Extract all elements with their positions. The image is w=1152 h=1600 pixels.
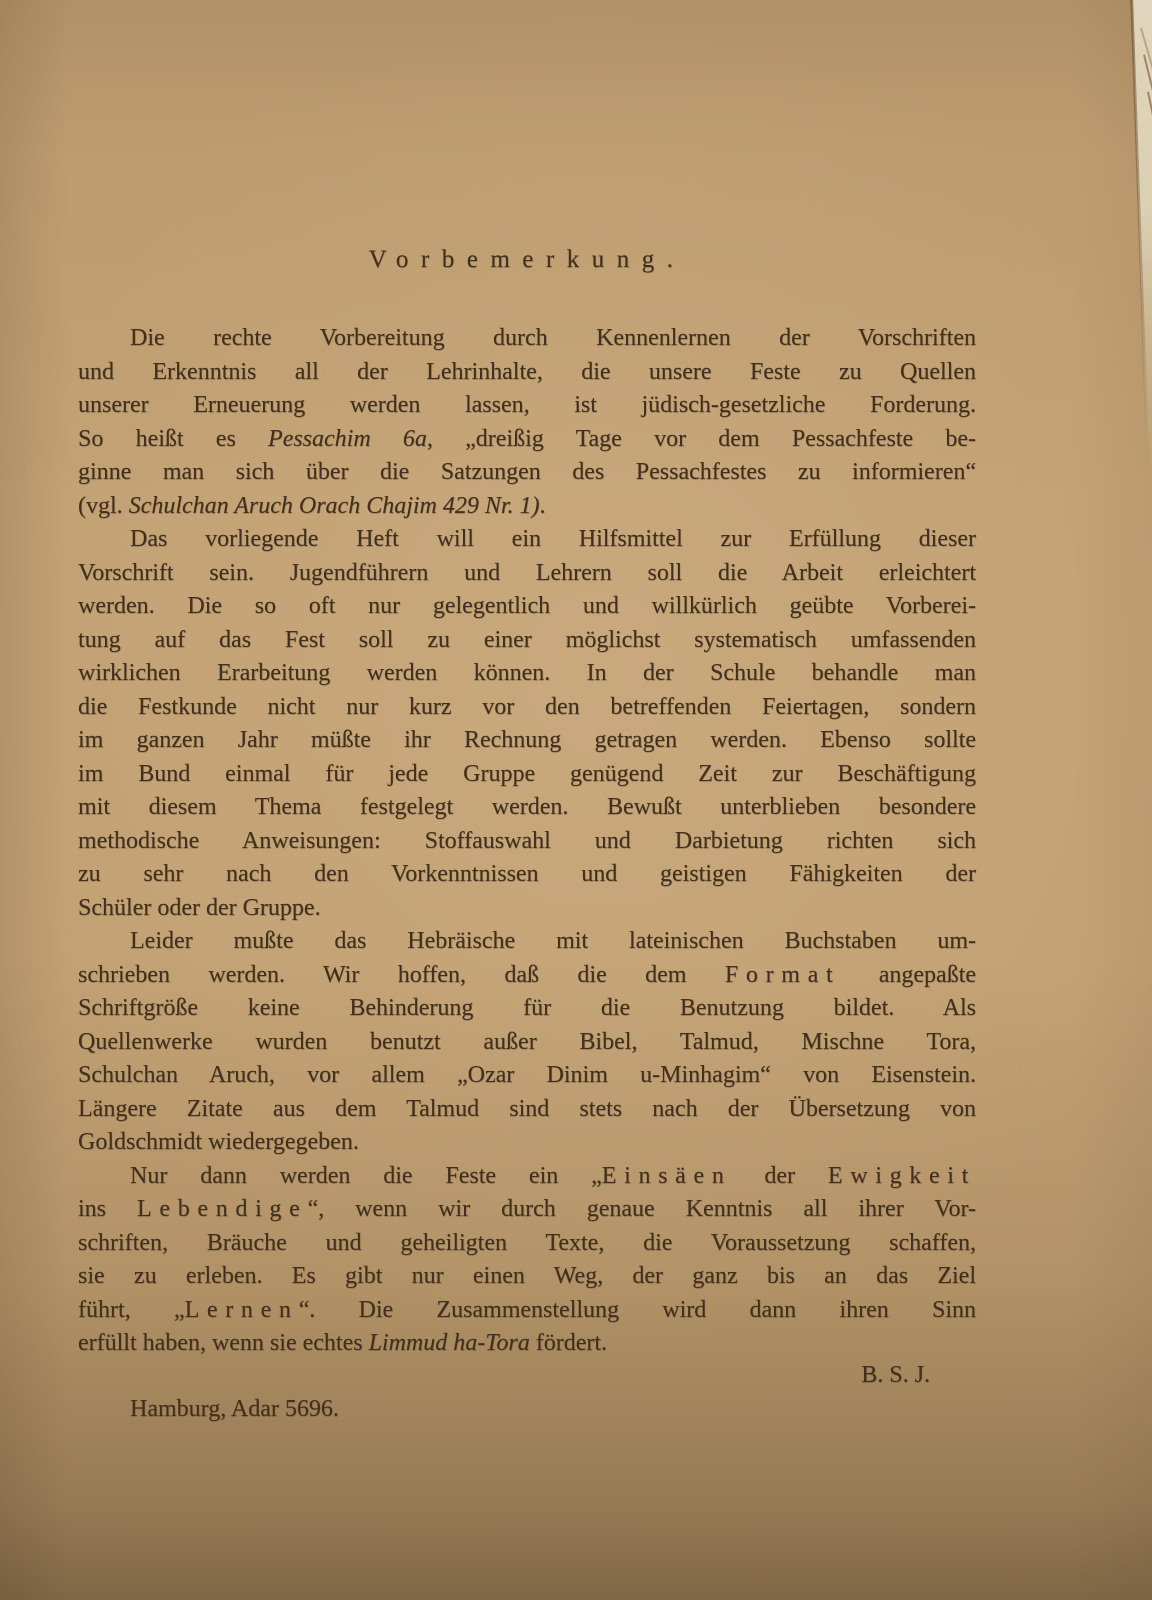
paragraph	[78, 322, 976, 523]
text-run: Vorschrift sein. Jugendführern und Lehrern soll die Arbeit erleichtert	[78, 559, 976, 586]
text-run: Längere Zitate aus dem Talmud sind stets nach der Übersetzung von	[78, 1095, 976, 1122]
text-run: tung auf das Fest soll zu einer möglichst systematisch umfassenden	[78, 626, 976, 653]
text-run: ginne man sich über die Satzungen des Pessachfestes zu informieren“	[78, 459, 976, 485]
text-run: schriften, Bräuche und geheiligten Texte, die Voraussetzung schaffen,	[78, 1229, 976, 1256]
text-line	[78, 389, 976, 423]
text-line	[78, 1294, 976, 1328]
text-line	[78, 1227, 976, 1261]
letterspaced-text-run: Einsäen	[601, 1162, 732, 1189]
text-line	[78, 1059, 976, 1093]
text-run: zu sehr nach den Vorkenntnissen und geistigen Fähigkeiten der	[78, 861, 976, 887]
text-run: ins	[78, 1196, 138, 1222]
text-run: Schriftgröße keine Behinderung für die Benutzung bildet. Als	[78, 995, 976, 1021]
body-text	[78, 322, 976, 1361]
text-line	[78, 1327, 976, 1361]
text-line	[78, 1093, 976, 1127]
text-run: Das vorliegende Heft will ein Hilfsmittel zur Erfüllung dieser	[130, 526, 976, 552]
signature: B. S. J.	[861, 1362, 930, 1388]
paragraph	[78, 1160, 976, 1361]
text-line	[78, 322, 976, 356]
text-run: , „dreißig Tage vor dem Pessachfeste be-	[426, 425, 976, 452]
text-run: “. Die Zusammenstellung wird dann ihren Sinn	[298, 1296, 976, 1323]
text-run: erfüllt haben, wenn sie echtes	[78, 1330, 369, 1356]
text-line	[78, 691, 976, 725]
text-run: (vgl.	[78, 492, 129, 519]
text-run: führt, „	[78, 1296, 185, 1323]
page-title: Vorbemerkung.	[368, 246, 686, 273]
text-run: werden. Die so oft nur gelegentlich und willkürlich geübte Vorberei-	[78, 593, 976, 619]
text-run: fördert.	[529, 1330, 608, 1356]
text-run: schrieben werden. Wir hoffen, daß die dem	[78, 961, 725, 988]
dateline: Hamburg, Adar 5696.	[130, 1396, 339, 1422]
text-run: So heißt es	[78, 425, 269, 452]
text-line	[78, 456, 976, 490]
text-line	[78, 959, 976, 993]
text-line	[78, 356, 976, 390]
text-line	[78, 925, 976, 959]
text-run: die Festkunde nicht nur kurz vor den betreffenden Feiertagen, sondern	[78, 693, 976, 720]
text-line	[78, 892, 976, 926]
text-run: im Bund einmal für jede Gruppe genügend Zeit zur Beschäftigung	[78, 760, 976, 787]
text-line	[78, 490, 976, 524]
text-run: im ganzen Jahr müßte ihr Rechnung getragen werden. Ebenso sollte	[78, 727, 976, 753]
text-line	[78, 1193, 976, 1227]
text-line	[78, 590, 976, 624]
letterspaced-text-run: Lernen	[184, 1296, 299, 1323]
text-run: der	[731, 1162, 828, 1189]
text-line	[78, 624, 976, 658]
italic-text-run: Pessachim 6a	[268, 425, 427, 452]
letterspaced-text-run: Lebendige	[137, 1196, 308, 1222]
text-run: Quellenwerke wurden benutzt außer Bibel, Talmud, Mischne Tora,	[78, 1028, 976, 1055]
text-run: wirklichen Erarbeitung werden können. In der Schule behandle man	[78, 660, 976, 686]
text-run: .	[539, 492, 546, 519]
text-run: Schulchan Aruch, vor allem „Ozar Dinim u-Minhagim“ von Eisenstein.	[78, 1062, 976, 1088]
text-line	[78, 791, 976, 825]
paragraph	[78, 925, 976, 1160]
italic-text-run: Schulchan Aruch Orach Chajim 429 Nr. 1)	[128, 492, 540, 519]
text-run: Nur dann werden die Feste ein „	[130, 1162, 602, 1189]
text-run: angepaßte	[840, 961, 977, 988]
text-line	[78, 858, 976, 892]
text-run: Goldschmidt wiedergegeben.	[78, 1129, 359, 1155]
text-line	[78, 758, 976, 792]
text-run: Leider mußte das Hebräische mit lateinischen Buchstaben um-	[130, 928, 976, 954]
text-line	[78, 523, 976, 557]
text-line	[78, 1026, 976, 1060]
text-line	[78, 992, 976, 1026]
text-line	[78, 557, 976, 591]
italic-text-run: Limmud ha-Tora	[368, 1330, 530, 1356]
text-run: Die rechte Vorbereitung durch Kennenlernen der Vorschriften	[130, 325, 976, 351]
text-line	[78, 1126, 976, 1160]
text-run: Schüler oder der Gruppe.	[78, 894, 321, 921]
text-line	[78, 423, 976, 457]
text-line	[78, 1260, 976, 1294]
letterspaced-text-run: Ewigkeit	[827, 1162, 976, 1189]
text-line	[78, 825, 976, 859]
text-run: und Erkenntnis all der Lehrinhalte, die unsere Feste zu Quellen	[78, 358, 976, 385]
text-run: sie zu erleben. Es gibt nur einen Weg, der ganz bis an das Ziel	[78, 1263, 976, 1289]
text-line	[78, 724, 976, 758]
text-line	[78, 657, 976, 691]
letterspaced-text-run: Format	[724, 961, 841, 988]
text-run: methodische Anweisungen: Stoffauswahl und Darbietung richten sich	[78, 827, 976, 854]
text-run: “, wenn wir durch genaue Kenntnis all ihrer Vor-	[307, 1196, 976, 1222]
paragraph	[78, 523, 976, 925]
text-line	[78, 1160, 976, 1194]
text-run: unserer Erneuerung werden lassen, ist jüdisch-gesetzliche Forderung.	[78, 392, 976, 418]
text-run: mit diesem Thema festgelegt werden. Bewußt unterblieben besondere	[78, 794, 976, 820]
